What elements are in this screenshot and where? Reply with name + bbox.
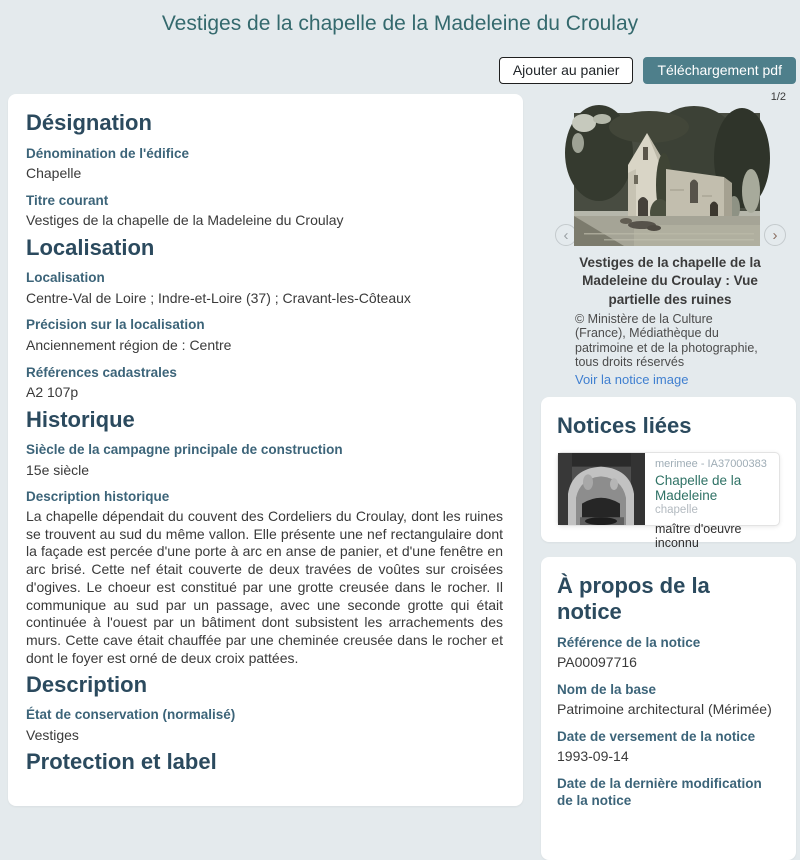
related-notices-heading: Notices liées: [557, 413, 692, 439]
field-label: Dénomination de l'édifice: [26, 145, 189, 161]
section-heading-localisation: Localisation: [26, 234, 155, 260]
related-notice-reference: merimee - IA37000383: [655, 457, 767, 470]
field-value: PA00097716: [557, 654, 637, 671]
related-notice-subtitle: chapelle: [655, 503, 698, 516]
field-value: Vestiges de la chapelle de la Madeleine du Croulay: [26, 212, 344, 229]
carousel-prev-icon[interactable]: ‹: [555, 224, 577, 246]
carousel-next-icon[interactable]: ›: [764, 224, 786, 246]
section-heading-protection: Protection et label: [26, 749, 217, 775]
add-to-cart-button[interactable]: Ajouter au panier: [499, 57, 634, 84]
field-label: Précision sur la localisation: [26, 317, 205, 333]
section-heading-description: Description: [26, 671, 148, 697]
related-notices-card: [541, 397, 796, 550]
photo-caption-title: Vestiges de la chapelle de la Madeleine du Croulay : Vue partielle des ruines: [579, 255, 761, 307]
action-bar: [0, 57, 796, 84]
photo-copyright: © Ministère de la Culture (France), Médiathèque du patrimoine et de la photographie, tous droits réservés: [575, 311, 758, 369]
page-title: Vestiges de la chapelle de la Madeleine du Croulay: [161, 12, 639, 35]
about-notice-card: [541, 557, 796, 860]
photo-caption: [575, 254, 765, 389]
field-label: Date de versement de la notice: [557, 728, 756, 744]
field-value: Anciennement région de : Centre: [26, 336, 232, 353]
section-heading-designation: Désignation: [26, 110, 152, 136]
section-heading-historique: Historique: [26, 406, 135, 432]
field-value: Vestiges: [26, 726, 79, 743]
field-label: Référence de la notice: [557, 634, 701, 650]
related-notice-author: maître d'oeuvre inconnu: [655, 521, 742, 550]
carousel-stage: [541, 113, 796, 246]
download-pdf-button[interactable]: Téléchargement pdf: [643, 57, 796, 84]
field-value: 1993-09-14: [557, 748, 629, 765]
historical-description-paragraph: La chapelle dépendait du couvent des Cordeliers du Croulay, dont les ruines se trouvent au sud du même vallon. Elle présente une nef rectangulaire dont la façade est percée d'une porte à arc en anse de panier, et d'une fenêtre en arc brisé. Cette nef était couverte de deux travées de voûtes sur croisées d'ogives. Le choeur est constitué par une grotte creusée dans le rocher. Il communique au sud par un passage, avec une seconde grotte qui était continuée à l'ouest par un bâtiment dont subsistent les arrachements des murs. Cette cave était chauffée par une cheminée creusée dans le rocher et dont le foyer est orné de deux croix pattées.: [26, 507, 503, 666]
carousel-counter: 1/2: [770, 91, 786, 104]
field-label: Siècle de la campagne principale de construction: [26, 442, 343, 458]
content-columns: [8, 91, 796, 860]
related-notice-texts: [645, 453, 779, 550]
field-label: Nom de la base: [557, 681, 657, 697]
field-label: Description historique: [26, 489, 170, 505]
related-notice-title: Chapelle de la Madeleine: [655, 472, 742, 504]
field-value: A2 107p: [26, 384, 79, 401]
record-detail-card: [8, 94, 523, 805]
field-value: 15e siècle: [26, 461, 90, 478]
field-label: Localisation: [26, 270, 105, 286]
related-notice-item[interactable]: [557, 452, 780, 550]
thumbnail-cave-vault: [558, 453, 645, 525]
about-notice-heading: À propos de la notice: [557, 572, 710, 625]
photo-chapel-ruins[interactable]: [574, 113, 760, 246]
field-label: Références cadastrales: [26, 364, 177, 380]
field-value: Patrimoine architectural (Mérimée): [557, 701, 772, 718]
field-value: Centre-Val de Loire ; Indre-et-Loire (37) ; Cravant-les-Côteaux: [26, 289, 411, 306]
field-label: Date de la dernière modification de la notice: [557, 775, 762, 809]
image-notice-link[interactable]: Voir la notice image: [575, 372, 689, 388]
sidebar-column: [541, 91, 796, 860]
field-value: Chapelle: [26, 165, 82, 182]
image-carousel: [541, 91, 796, 389]
field-label: Titre courant: [26, 192, 109, 208]
field-label: État de conservation (normalisé): [26, 707, 236, 723]
